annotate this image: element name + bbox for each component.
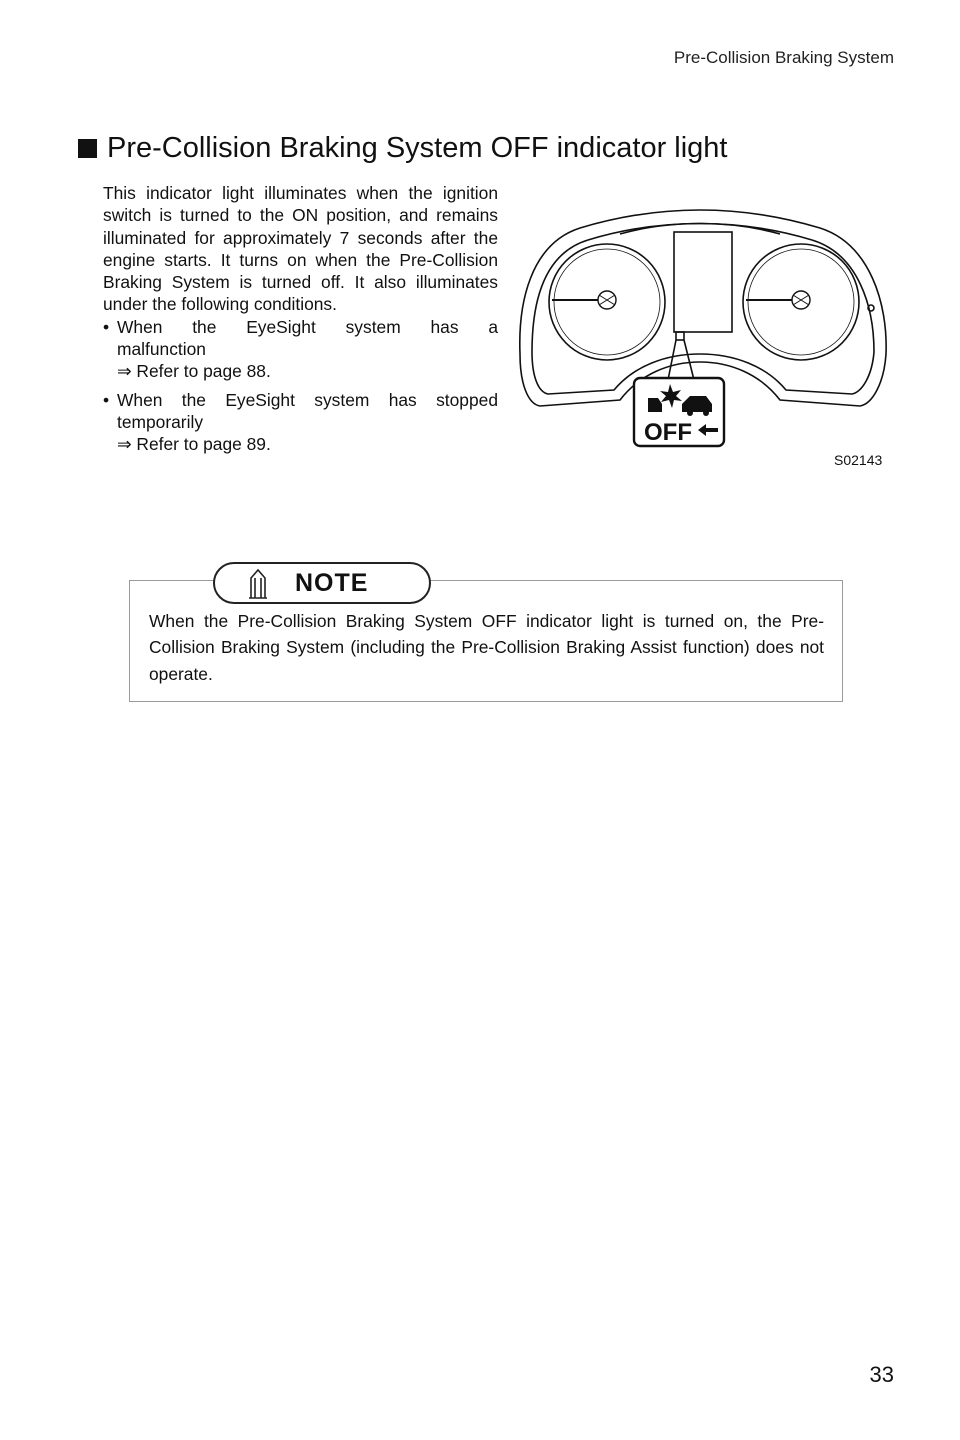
body-column [103,182,498,462]
cluster-housing [520,210,886,406]
list-item [103,389,498,456]
note-label: NOTE [295,569,369,597]
page-reference: ⇒ Refer to page 89. [117,434,271,455]
bullet-dot-icon: • [103,389,110,410]
bullet-dot-icon: • [103,316,110,337]
figure-code: S02143 [834,452,883,468]
section-title [78,132,727,165]
bullet-text: When the EyeSight system has stopped [117,389,498,410]
list-item [103,316,498,383]
bullet-text-continued: temporarily [117,411,204,432]
indicator-off-text: OFF [644,419,692,446]
condition-list [103,316,498,456]
center-display [674,232,732,332]
note-text: When the Pre-Collision Braking System OFF indicator light is turned on, the Pre-Collision Braking System (including the Pre-Collision Braking Assist function) does not operate. [149,611,824,684]
bullet-text-continued: malfunction [117,339,206,360]
page-number: 33 [869,1362,894,1387]
square-bullet-icon [78,139,97,158]
bullet-text: When the EyeSight system has a [117,316,498,337]
leader-line [684,340,694,380]
instrument-cluster-figure [510,194,890,474]
note-tab [213,562,431,604]
intro-paragraph: This indicator light illuminates when the ignition switch is turned to the ON position, and remains illuminated for approximately 7 seconds after the engine starts. It turns on when the Pre-Collision Braking System is turned off. It also illuminates under the following conditions. [103,183,498,315]
instrument-cluster-illustration [510,194,890,474]
leader-line [668,340,676,380]
pencil-icon [247,568,269,600]
indicator-lamp [676,332,684,340]
section-title-text: Pre-Collision Braking System OFF indicator light [107,132,728,164]
page-reference: ⇒ Refer to page 88. [117,361,271,382]
running-header: Pre-Collision Braking System [673,48,894,67]
